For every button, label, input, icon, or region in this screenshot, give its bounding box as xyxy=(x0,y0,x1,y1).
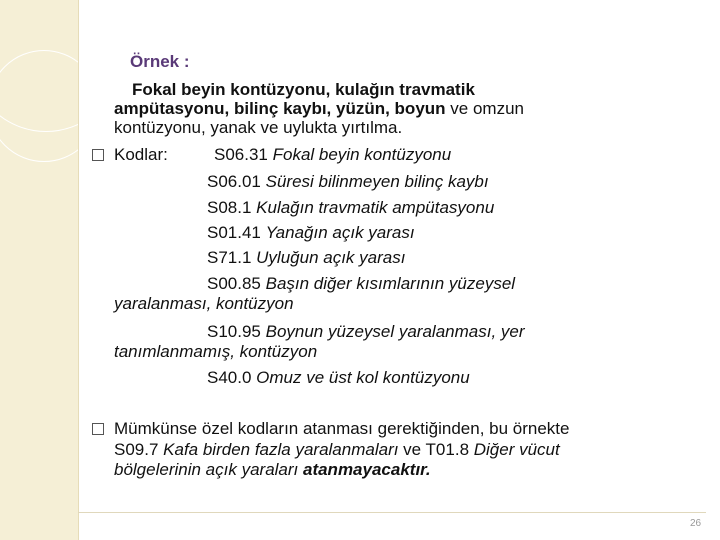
note-line-1: Mümkünse özel kodların atanması gerektiğinden, bu örnekte xyxy=(114,419,570,438)
note-line-3: bölgelerinin açık yaraları atanmayacaktır. xyxy=(114,460,431,479)
code-item: S00.85 Başın diğer kısımlarının yüzeysel xyxy=(207,274,516,293)
slide-title: Örnek : xyxy=(130,52,190,71)
code-item: S08.1 Kulağın travmatik ampütasyonu xyxy=(207,198,495,217)
code-item: S71.1 Uyluğun açık yarası xyxy=(207,248,406,267)
bullet-square-icon xyxy=(92,423,104,435)
intro-line-1: Fokal beyin kontüzyonu, kulağın travmatik xyxy=(132,80,475,99)
code-item-continuation: yaralanması, kontüzyon xyxy=(114,294,294,313)
codes-label: Kodlar: xyxy=(114,145,168,164)
code-item: S40.0 Omuz ve üst kol kontüzyonu xyxy=(207,368,470,387)
code-item: S01.41 Yanağın açık yarası xyxy=(207,223,415,242)
page-number: 26 xyxy=(690,518,702,529)
intro-line-3: kontüzyonu, yanak ve uylukta yırtılma. xyxy=(114,118,403,137)
code-item: S06.31 Fokal beyin kontüzyonu xyxy=(214,145,452,164)
code-item: S10.95 Boynun yüzeysel yaralanması, yer xyxy=(207,322,525,341)
bullet-square-icon xyxy=(92,149,104,161)
code-item: S06.01 Süresi bilinmeyen bilinç kaybı xyxy=(207,172,489,191)
intro-line-2: ampütasyonu, bilinç kaybı, yüzün, boyun ve omzun xyxy=(114,99,524,118)
note-line-2: S09.7 Kafa birden fazla yaralanmaları ve T01.8 Diğer vücut xyxy=(114,440,560,459)
code-item-continuation: tanımlanmamış, kontüzyon xyxy=(114,342,318,361)
